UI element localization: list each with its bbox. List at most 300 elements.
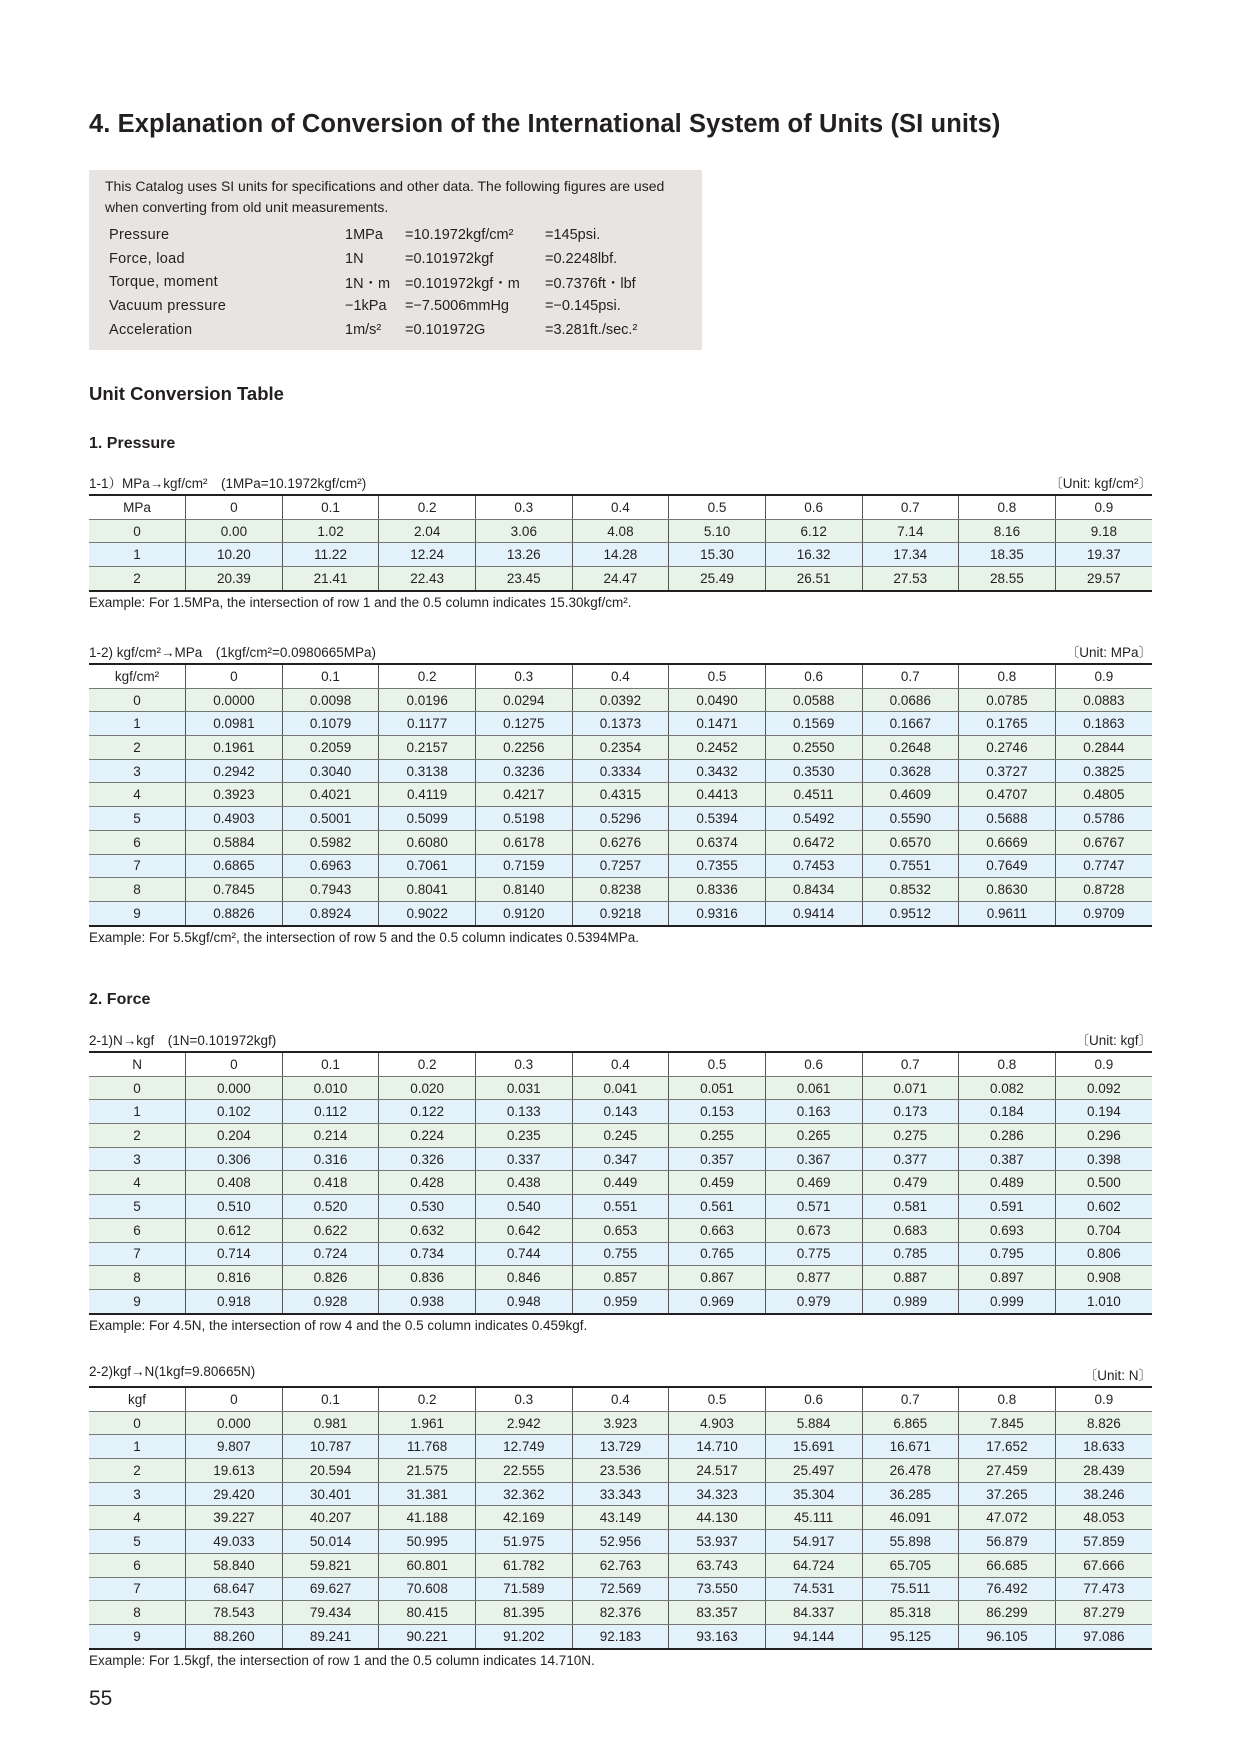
column-header: 0.1	[282, 495, 379, 519]
table-cell: 0.245	[572, 1124, 669, 1148]
table-cell: 0.510	[186, 1195, 283, 1219]
table-cell: 87.279	[1055, 1601, 1152, 1625]
table-cell: 32.362	[476, 1482, 573, 1506]
table-cell: 0.1275	[476, 712, 573, 736]
table-cell: 0.010	[282, 1076, 379, 1100]
table-cell: 0.0686	[862, 688, 959, 712]
table-cell: 0.500	[1055, 1171, 1152, 1195]
table-cell: 0.153	[669, 1100, 766, 1124]
table-cell: 46.091	[862, 1506, 959, 1530]
table-cell: 0.377	[862, 1147, 959, 1171]
table-cell: 0.0981	[186, 712, 283, 736]
table-cell: 0.4805	[1055, 783, 1152, 807]
table-cell: 13.729	[572, 1435, 669, 1459]
conversion-summary-cell: =−0.145psi.	[545, 298, 621, 315]
table-cell: 23.45	[476, 567, 573, 591]
table-cell: 86.299	[959, 1601, 1056, 1625]
table-row	[89, 567, 1152, 591]
table-unit: 〔Unit: kgf〕	[1075, 1033, 1152, 1048]
table-cell: 1.010	[1055, 1289, 1152, 1313]
conversion-summary-cell: Pressure	[109, 226, 170, 243]
row-header-cell: 5	[89, 807, 186, 831]
table-cell: 0.571	[765, 1195, 862, 1219]
table-cell: 0.602	[1055, 1195, 1152, 1219]
table-cell: 19.613	[186, 1459, 283, 1483]
table-cell: 96.105	[959, 1624, 1056, 1648]
table-cell: 0.938	[379, 1289, 476, 1313]
table-cell: 0.3628	[862, 759, 959, 783]
table-cell: 0.5394	[669, 807, 766, 831]
table-cell: 0.8041	[379, 878, 476, 902]
table-cell: 0.0392	[572, 688, 669, 712]
table-cell: 2.04	[379, 519, 476, 543]
table-cell: 0.337	[476, 1147, 573, 1171]
row-header-cell: 6	[89, 830, 186, 854]
table-cell: 0.734	[379, 1242, 476, 1266]
table-row	[89, 807, 1152, 831]
table-cell: 38.246	[1055, 1482, 1152, 1506]
table-cell: 31.381	[379, 1482, 476, 1506]
table-row	[89, 1242, 1152, 1266]
table-cell: 63.743	[669, 1553, 766, 1577]
table-cell: 30.401	[282, 1482, 379, 1506]
table-cell: 84.337	[765, 1601, 862, 1625]
conversion-summary-cell: =−7.5006mmHg	[405, 298, 509, 315]
table-cell: 0.4903	[186, 807, 283, 831]
table-cell: 27.459	[959, 1459, 1056, 1483]
column-header: 0.4	[572, 1387, 669, 1411]
table-cell: 0.184	[959, 1100, 1056, 1124]
table-cell: 18.35	[959, 543, 1056, 567]
table-cell: 15.30	[669, 543, 766, 567]
table-cell: 0.7453	[765, 854, 862, 878]
row-header-cell: 9	[89, 1289, 186, 1313]
table-cell: 0.143	[572, 1100, 669, 1124]
conversion-summary-cell: =0.2248lbf.	[545, 250, 618, 267]
table-cell: 0.357	[669, 1147, 766, 1171]
table-block-kgf-to-n	[89, 1364, 1152, 1668]
conversion-summary-cell: Torque, moment	[109, 274, 218, 291]
table-cell: 1.02	[282, 519, 379, 543]
table-cell: 0.846	[476, 1266, 573, 1290]
table-cell: 85.318	[862, 1601, 959, 1625]
conversion-summary-cell: 1MPa	[345, 226, 383, 243]
table-cell: 0.653	[572, 1218, 669, 1242]
table-cell: 0.6472	[765, 830, 862, 854]
table-cell: 57.859	[1055, 1530, 1152, 1554]
table-cell: 0.4021	[282, 783, 379, 807]
conversion-table	[89, 663, 1152, 927]
conversion-summary-cell: =0.101972kgf・m	[405, 275, 520, 292]
table-row	[89, 1124, 1152, 1148]
table-cell: 0.6080	[379, 830, 476, 854]
table-cell: 64.724	[765, 1553, 862, 1577]
table-cell: 0.6669	[959, 830, 1056, 854]
table-cell: 27.53	[862, 567, 959, 591]
table-cell: 0.1667	[862, 712, 959, 736]
row-header-cell: 3	[89, 1147, 186, 1171]
conversion-summary-row	[105, 223, 637, 247]
table-cell: 0.612	[186, 1218, 283, 1242]
row-header-cell: 0	[89, 1076, 186, 1100]
column-header: 0.6	[765, 1387, 862, 1411]
column-header: 0.8	[959, 664, 1056, 688]
table-cell: 0.1863	[1055, 712, 1152, 736]
table-cell: 0.908	[1055, 1266, 1152, 1290]
table-row	[89, 519, 1152, 543]
table-cell: 4.903	[669, 1411, 766, 1435]
table-cell: 90.221	[379, 1624, 476, 1648]
table-cell: 59.821	[282, 1553, 379, 1577]
table-cell: 0.9611	[959, 901, 1056, 925]
table-row	[89, 543, 1152, 567]
table-cell: 79.434	[282, 1601, 379, 1625]
table-cell: 0.1079	[282, 712, 379, 736]
table-cell: 0.4609	[862, 783, 959, 807]
table-cell: 81.395	[476, 1601, 573, 1625]
table-cell: 0.755	[572, 1242, 669, 1266]
table-cell: 75.511	[862, 1577, 959, 1601]
column-header: 0.5	[669, 495, 766, 519]
table-cell: 0.387	[959, 1147, 1056, 1171]
column-header: kgf	[89, 1387, 186, 1411]
table-cell: 0.2256	[476, 736, 573, 760]
table-cell: 0.2354	[572, 736, 669, 760]
table-cell: 20.39	[186, 567, 283, 591]
table-cell: 0.867	[669, 1266, 766, 1290]
table-cell: 28.55	[959, 567, 1056, 591]
table-cell: 0.622	[282, 1218, 379, 1242]
table-cell: 49.033	[186, 1530, 283, 1554]
conversion-summary-cell: 1m/s²	[345, 322, 382, 339]
column-header: 0.1	[282, 1387, 379, 1411]
table-cell: 0.714	[186, 1242, 283, 1266]
table-cell: 0.1471	[669, 712, 766, 736]
table-cell: 0.4217	[476, 783, 573, 807]
conversion-summary-cell: −1kPa	[345, 298, 387, 315]
table-cell: 0.408	[186, 1171, 283, 1195]
table-row	[89, 1553, 1152, 1577]
table-cell: 0.3138	[379, 759, 476, 783]
table-cell: 0.1177	[379, 712, 476, 736]
table-cell: 0.8630	[959, 878, 1056, 902]
table-cell: 0.7747	[1055, 854, 1152, 878]
table-cell: 0.540	[476, 1195, 573, 1219]
table-cell: 83.357	[669, 1601, 766, 1625]
row-header-cell: 1	[89, 1100, 186, 1124]
column-header: 0.1	[282, 664, 379, 688]
subsection-force-heading: 2. Force	[89, 991, 151, 1008]
table-block-mpa-to-kgf	[89, 472, 1152, 610]
table-cell: 0.000	[186, 1076, 283, 1100]
table-cell: 43.149	[572, 1506, 669, 1530]
table-cell: 0.3334	[572, 759, 669, 783]
row-header-cell: 9	[89, 901, 186, 925]
row-header-cell: 1	[89, 543, 186, 567]
table-cell: 0.1961	[186, 736, 283, 760]
column-header: 0.6	[765, 664, 862, 688]
table-cell: 94.144	[765, 1624, 862, 1648]
conversion-summary-cell: =10.1972kgf/cm²	[405, 226, 514, 243]
table-cell: 0.367	[765, 1147, 862, 1171]
table-cell: 0.9709	[1055, 901, 1152, 925]
table-example: Example: For 4.5N, the intersection of row 4 and the 0.5 column indicates 0.459kgf.	[89, 1317, 588, 1333]
table-cell: 9.18	[1055, 519, 1152, 543]
table-cell: 25.497	[765, 1459, 862, 1483]
conversion-summary-row	[105, 294, 637, 318]
table-cell: 3.923	[572, 1411, 669, 1435]
table-cell: 8.16	[959, 519, 1056, 543]
table-cell: 0.082	[959, 1076, 1056, 1100]
table-cell: 0.469	[765, 1171, 862, 1195]
table-caption-row	[89, 641, 1152, 659]
row-header-cell: 8	[89, 878, 186, 902]
table-row	[89, 736, 1152, 760]
table-cell: 1.961	[379, 1411, 476, 1435]
table-row	[89, 1601, 1152, 1625]
table-cell: 0.296	[1055, 1124, 1152, 1148]
table-cell: 0.0294	[476, 688, 573, 712]
column-header: 0.9	[1055, 495, 1152, 519]
table-cell: 41.188	[379, 1506, 476, 1530]
row-header-cell: 0	[89, 519, 186, 543]
intro-box	[89, 170, 702, 350]
table-cell: 0.9414	[765, 901, 862, 925]
table-cell: 0.5198	[476, 807, 573, 831]
table-cell: 0.5492	[765, 807, 862, 831]
table-cell: 0.642	[476, 1218, 573, 1242]
column-header: 0	[186, 1052, 283, 1076]
table-cell: 16.671	[862, 1435, 959, 1459]
table-cell: 28.439	[1055, 1459, 1152, 1483]
table-cell: 0.551	[572, 1195, 669, 1219]
table-cell: 76.492	[959, 1577, 1056, 1601]
conversion-summary-cell: Vacuum pressure	[109, 298, 227, 315]
table-cell: 0.7551	[862, 854, 959, 878]
table-cell: 0.0588	[765, 688, 862, 712]
table-cell: 0.7159	[476, 854, 573, 878]
table-cell: 0.5982	[282, 830, 379, 854]
table-cell: 0.632	[379, 1218, 476, 1242]
table-cell: 0.581	[862, 1195, 959, 1219]
table-cell: 18.633	[1055, 1435, 1152, 1459]
table-header-row	[89, 495, 1152, 519]
table-cell: 0.0883	[1055, 688, 1152, 712]
table-cell: 0.5688	[959, 807, 1056, 831]
column-header: 0.3	[476, 495, 573, 519]
table-cell: 0.826	[282, 1266, 379, 1290]
table-cell: 24.47	[572, 567, 669, 591]
table-caption: 2-2)kgf→N(1kgf=9.80665N)	[89, 1364, 256, 1379]
table-cell: 0.981	[282, 1411, 379, 1435]
table-cell: 0.3432	[669, 759, 766, 783]
table-caption: 2-1)N→kgf (1N=0.101972kgf)	[89, 1033, 277, 1048]
table-cell: 14.28	[572, 543, 669, 567]
table-cell: 0.704	[1055, 1218, 1152, 1242]
table-row	[89, 1100, 1152, 1124]
table-cell: 7.845	[959, 1411, 1056, 1435]
table-cell: 0.4315	[572, 783, 669, 807]
table-cell: 0.031	[476, 1076, 573, 1100]
table-cell: 47.072	[959, 1506, 1056, 1530]
table-cell: 0.00	[186, 519, 283, 543]
table-cell: 74.531	[765, 1577, 862, 1601]
table-cell: 0.663	[669, 1218, 766, 1242]
table-cell: 0.3923	[186, 783, 283, 807]
table-cell: 0.7943	[282, 878, 379, 902]
table-caption: 1-2) kgf/cm²→MPa (1kgf/cm²=0.0980665MPa)	[89, 645, 376, 660]
table-cell: 0.6570	[862, 830, 959, 854]
table-cell: 0.836	[379, 1266, 476, 1290]
table-cell: 0.8140	[476, 878, 573, 902]
table-cell: 16.32	[765, 543, 862, 567]
table-cell: 0.306	[186, 1147, 283, 1171]
table-row	[89, 878, 1152, 902]
table-cell: 69.627	[282, 1577, 379, 1601]
table-cell: 0.8728	[1055, 878, 1152, 902]
table-cell: 0.959	[572, 1289, 669, 1313]
table-cell: 0.8238	[572, 878, 669, 902]
table-row	[89, 712, 1152, 736]
column-header: kgf/cm²	[89, 664, 186, 688]
table-cell: 0.459	[669, 1171, 766, 1195]
column-header: 0.5	[669, 1387, 766, 1411]
table-cell: 66.685	[959, 1553, 1056, 1577]
table-cell: 29.57	[1055, 567, 1152, 591]
table-cell: 80.415	[379, 1601, 476, 1625]
table-cell: 0.000	[186, 1411, 283, 1435]
table-caption: 1-1）MPa→kgf/cm² (1MPa=10.1972kgf/cm²)	[89, 476, 367, 491]
table-cell: 35.304	[765, 1482, 862, 1506]
row-header-cell: 0	[89, 688, 186, 712]
table-cell: 0.8924	[282, 901, 379, 925]
page-number: 55	[89, 1687, 113, 1710]
column-header: 0.2	[379, 1052, 476, 1076]
conversion-summary-row	[105, 318, 637, 342]
table-cell: 6.865	[862, 1411, 959, 1435]
table-cell: 33.343	[572, 1482, 669, 1506]
table-cell: 0.2746	[959, 736, 1056, 760]
table-cell: 0.673	[765, 1218, 862, 1242]
table-cell: 0.1569	[765, 712, 862, 736]
conversion-summary-cell: =3.281ft./sec.²	[545, 322, 638, 339]
table-unit: 〔Unit: kgf/cm²〕	[1049, 476, 1152, 491]
table-cell: 0.4413	[669, 783, 766, 807]
table-cell: 50.995	[379, 1530, 476, 1554]
column-header: 0.7	[862, 495, 959, 519]
table-cell: 0.6963	[282, 854, 379, 878]
table-cell: 23.536	[572, 1459, 669, 1483]
table-cell: 0.887	[862, 1266, 959, 1290]
intro-text: This Catalog uses SI units for specifications and other data. The following figures are used when converting from old unit measurements.	[105, 178, 665, 215]
column-header: 0.9	[1055, 664, 1152, 688]
row-header-cell: 4	[89, 1171, 186, 1195]
table-header-row	[89, 664, 1152, 688]
column-header: 0.7	[862, 1052, 959, 1076]
table-cell: 58.840	[186, 1553, 283, 1577]
table-cell: 50.014	[282, 1530, 379, 1554]
table-cell: 0.6276	[572, 830, 669, 854]
column-header: 0.9	[1055, 1052, 1152, 1076]
table-cell: 29.420	[186, 1482, 283, 1506]
table-cell: 71.589	[476, 1577, 573, 1601]
table-cell: 0.122	[379, 1100, 476, 1124]
table-cell: 0.724	[282, 1242, 379, 1266]
table-row	[89, 1435, 1152, 1459]
table-cell: 91.202	[476, 1624, 573, 1648]
table-cell: 0.1765	[959, 712, 1056, 736]
table-cell: 17.34	[862, 543, 959, 567]
table-header-row	[89, 1052, 1152, 1076]
column-header: 0.4	[572, 495, 669, 519]
table-cell: 0.265	[765, 1124, 862, 1148]
table-cell: 0.235	[476, 1124, 573, 1148]
table-row	[89, 688, 1152, 712]
row-header-cell: 3	[89, 759, 186, 783]
table-cell: 0.0490	[669, 688, 766, 712]
table-cell: 0.7061	[379, 854, 476, 878]
table-cell: 0.6767	[1055, 830, 1152, 854]
table-row	[89, 759, 1152, 783]
table-unit: 〔Unit: MPa〕	[1065, 645, 1152, 660]
column-header: 0.3	[476, 1052, 573, 1076]
table-cell: 0.6178	[476, 830, 573, 854]
conversion-summary-cell: =0.101972G	[405, 322, 486, 339]
table-cell: 0.2452	[669, 736, 766, 760]
table-example: Example: For 1.5kgf, the intersection of row 1 and the 0.5 column indicates 14.710N.	[89, 1652, 595, 1668]
table-cell: 0.428	[379, 1171, 476, 1195]
table-cell: 0.3727	[959, 759, 1056, 783]
table-cell: 0.102	[186, 1100, 283, 1124]
table-cell: 2.942	[476, 1411, 573, 1435]
column-header: 0.2	[379, 1387, 476, 1411]
table-cell: 0.744	[476, 1242, 573, 1266]
table-cell: 6.12	[765, 519, 862, 543]
table-cell: 0.5884	[186, 830, 283, 854]
table-cell: 54.917	[765, 1530, 862, 1554]
table-cell: 0.9120	[476, 901, 573, 925]
table-cell: 0.8434	[765, 878, 862, 902]
table-cell: 73.550	[669, 1577, 766, 1601]
table-cell: 0.449	[572, 1171, 669, 1195]
conversion-summary-table	[105, 223, 637, 342]
table-cell: 70.608	[379, 1577, 476, 1601]
row-header-cell: 6	[89, 1218, 186, 1242]
column-header: 0.9	[1055, 1387, 1152, 1411]
table-cell: 13.26	[476, 543, 573, 567]
table-cell: 0.9218	[572, 901, 669, 925]
table-cell: 26.478	[862, 1459, 959, 1483]
row-header-cell: 7	[89, 1577, 186, 1601]
table-caption-row	[89, 1029, 1152, 1047]
table-cell: 0.112	[282, 1100, 379, 1124]
table-cell: 0.194	[1055, 1100, 1152, 1124]
table-cell: 21.575	[379, 1459, 476, 1483]
table-row	[89, 1482, 1152, 1506]
table-row	[89, 1411, 1152, 1435]
row-header-cell: 2	[89, 1459, 186, 1483]
table-cell: 97.086	[1055, 1624, 1152, 1648]
table-cell: 24.517	[669, 1459, 766, 1483]
conversion-summary-cell: =0.101972kgf	[405, 250, 494, 267]
table-cell: 0.928	[282, 1289, 379, 1313]
table-cell: 0.041	[572, 1076, 669, 1100]
row-header-cell: 9	[89, 1624, 186, 1648]
row-header-cell: 0	[89, 1411, 186, 1435]
column-header: 0.3	[476, 664, 573, 688]
table-row	[89, 1624, 1152, 1648]
column-header: 0.7	[862, 1387, 959, 1411]
